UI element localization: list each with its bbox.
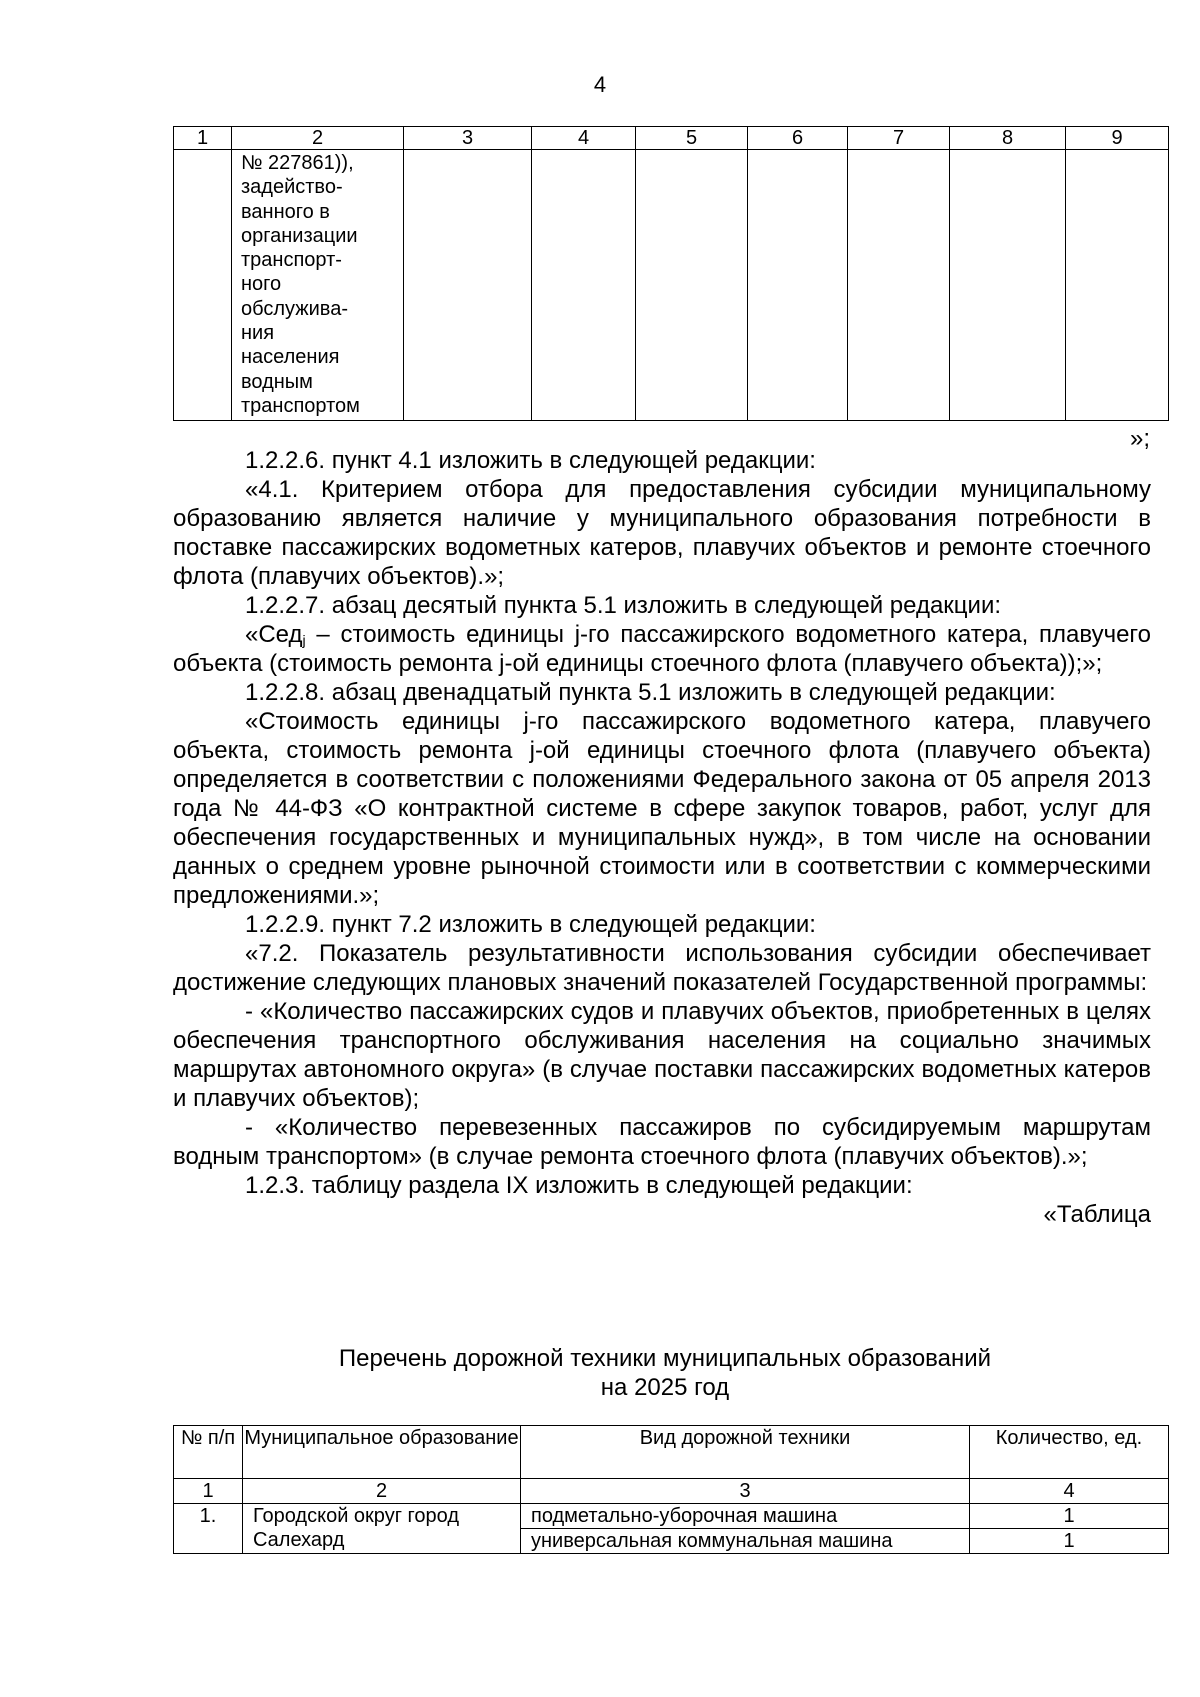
column-number: 7 (848, 127, 950, 150)
text-segment: «Сед (245, 621, 303, 648)
column-number: 1 (174, 127, 232, 150)
cell-line: ного (241, 273, 282, 296)
paragraph: - «Количество перевезенных пассажиров по субсидируемым маршрутам водным транспортом» (в случае ремонта стоечного флота (плавучих объектов).»; (173, 1114, 1151, 1170)
cell-line: транспорт- (241, 249, 342, 272)
cell-line: № 227861)), (241, 152, 354, 174)
document-body (173, 446, 1151, 1229)
table-cell (174, 150, 232, 421)
column-number: 2 (232, 127, 404, 150)
table-header-row (174, 127, 1169, 150)
title-line: Перечень дорожной техники муниципальных образований (338, 1345, 992, 1372)
cell-line: водным (241, 370, 313, 393)
column-number: 5 (636, 127, 748, 150)
cell-line: транспортом (241, 394, 360, 417)
cell-line: ванного в (241, 200, 330, 223)
table-cell (848, 150, 950, 421)
column-number-row (174, 1479, 1169, 1504)
paragraph: 1.2.2.6. пункт 4.1 изложить в следующей редакции: (245, 447, 816, 474)
table-cell (950, 150, 1066, 421)
table-header-row (174, 1426, 1169, 1479)
column-number: 3 (404, 127, 532, 150)
header-cell: № п/п (174, 1426, 243, 1479)
table-row (174, 1504, 1169, 1529)
equipment-type-cell: универсальная коммунальная машина (521, 1529, 970, 1554)
paragraph: - «Количество пассажирских судов и плавучих объектов, приобретенных в целях обеспечения транспортного обслуживания населения на социально значимых маршрутах автономного округа» (в случае поставки пассажирских водометных катеров и плавучих объектов); (173, 998, 1151, 1112)
table-cell (532, 150, 636, 421)
page-number: 4 (593, 72, 607, 97)
text-segment: – стоимость единицы j-го пассажирского водометного катера, плавучего объекта (стоимость ремонта j-ой единицы стоечного флота (плавучего объекта));»; (173, 621, 1151, 677)
paragraph: 1.2.3. таблицу раздела IX изложить в следующей редакции: (245, 1172, 913, 1199)
paragraph: 1.2.2.8. абзац двенадцатый пункта 5.1 изложить в следующей редакции: (245, 679, 1056, 706)
column-number: 4 (532, 127, 636, 150)
column-number: 6 (748, 127, 848, 150)
quantity-cell: 1 (970, 1529, 1169, 1554)
cell-line: обслужива- (241, 297, 348, 320)
table-caption-label: «Таблица (1043, 1201, 1151, 1228)
subscript: j (302, 632, 306, 648)
continued-table (173, 126, 1169, 421)
cell-line: ния (241, 322, 275, 345)
paragraph: «4.1. Критерием отбора для предоставления субсидии муниципальному образованию является наличие у муниципального образования потребности в поставке пассажирских водометных катеров, плавучих объектов и ремонте стоечного флота (плавучих объектов).»; (173, 476, 1151, 590)
cell-line: организации (241, 224, 358, 247)
column-number: 3 (521, 1479, 970, 1504)
header-cell: Муниципальное образование (243, 1426, 521, 1479)
paragraph (173, 620, 1151, 678)
row-number: 1. (174, 1504, 243, 1554)
table-row (174, 150, 1169, 421)
paragraph: «7.2. Показатель результативности использования субсидии обеспечивает достижение следующих плановых значений показателей Государственной программы: (173, 940, 1151, 996)
table-cell (1066, 150, 1169, 421)
column-number: 4 (970, 1479, 1169, 1504)
header-cell: Количество, ед. (970, 1426, 1169, 1479)
paragraph: 1.2.2.7. абзац десятый пункта 5.1 изложить в следующей редакции: (245, 592, 1002, 619)
municipality-cell: Городской округ город Салехард (243, 1504, 521, 1554)
paragraph: 1.2.2.9. пункт 7.2 изложить в следующей редакции: (245, 911, 816, 938)
header-cell: Вид дорожной техники (521, 1426, 970, 1479)
cell-line: задейство- (241, 176, 343, 199)
column-number: 1 (174, 1479, 243, 1504)
column-number: 9 (1066, 127, 1169, 150)
paragraph: «Стоимость единицы j-го пассажирского водометного катера, плавучего объекта, стоимость ремонта j-ой единицы стоечного флота (плавучего объекта) определяется в соответствии с положениями Федерального закона от 05 апреля 2013 года № 44-ФЗ «О контрактной системе в сфере закупок товаров, работ, услуг для обеспечения государственных и муниципальных нужд», в том числе на основании данных о среднем уровне рыночной стоимости или в соответствии с коммерческими предложениями.»; (173, 708, 1151, 909)
quantity-cell: 1 (970, 1504, 1169, 1529)
cell-line: населения (241, 346, 340, 369)
title-line: на 2025 год (600, 1374, 730, 1401)
road-equipment-table (173, 1425, 1169, 1554)
table-title (0, 1344, 1200, 1402)
table-cell (232, 150, 404, 421)
column-number: 8 (950, 127, 1066, 150)
closing-quote: »; (1129, 425, 1150, 452)
table-cell (636, 150, 748, 421)
equipment-type-cell: подметально-уборочная машина (521, 1504, 970, 1529)
column-number: 2 (243, 1479, 521, 1504)
table-cell (404, 150, 532, 421)
table-cell (748, 150, 848, 421)
